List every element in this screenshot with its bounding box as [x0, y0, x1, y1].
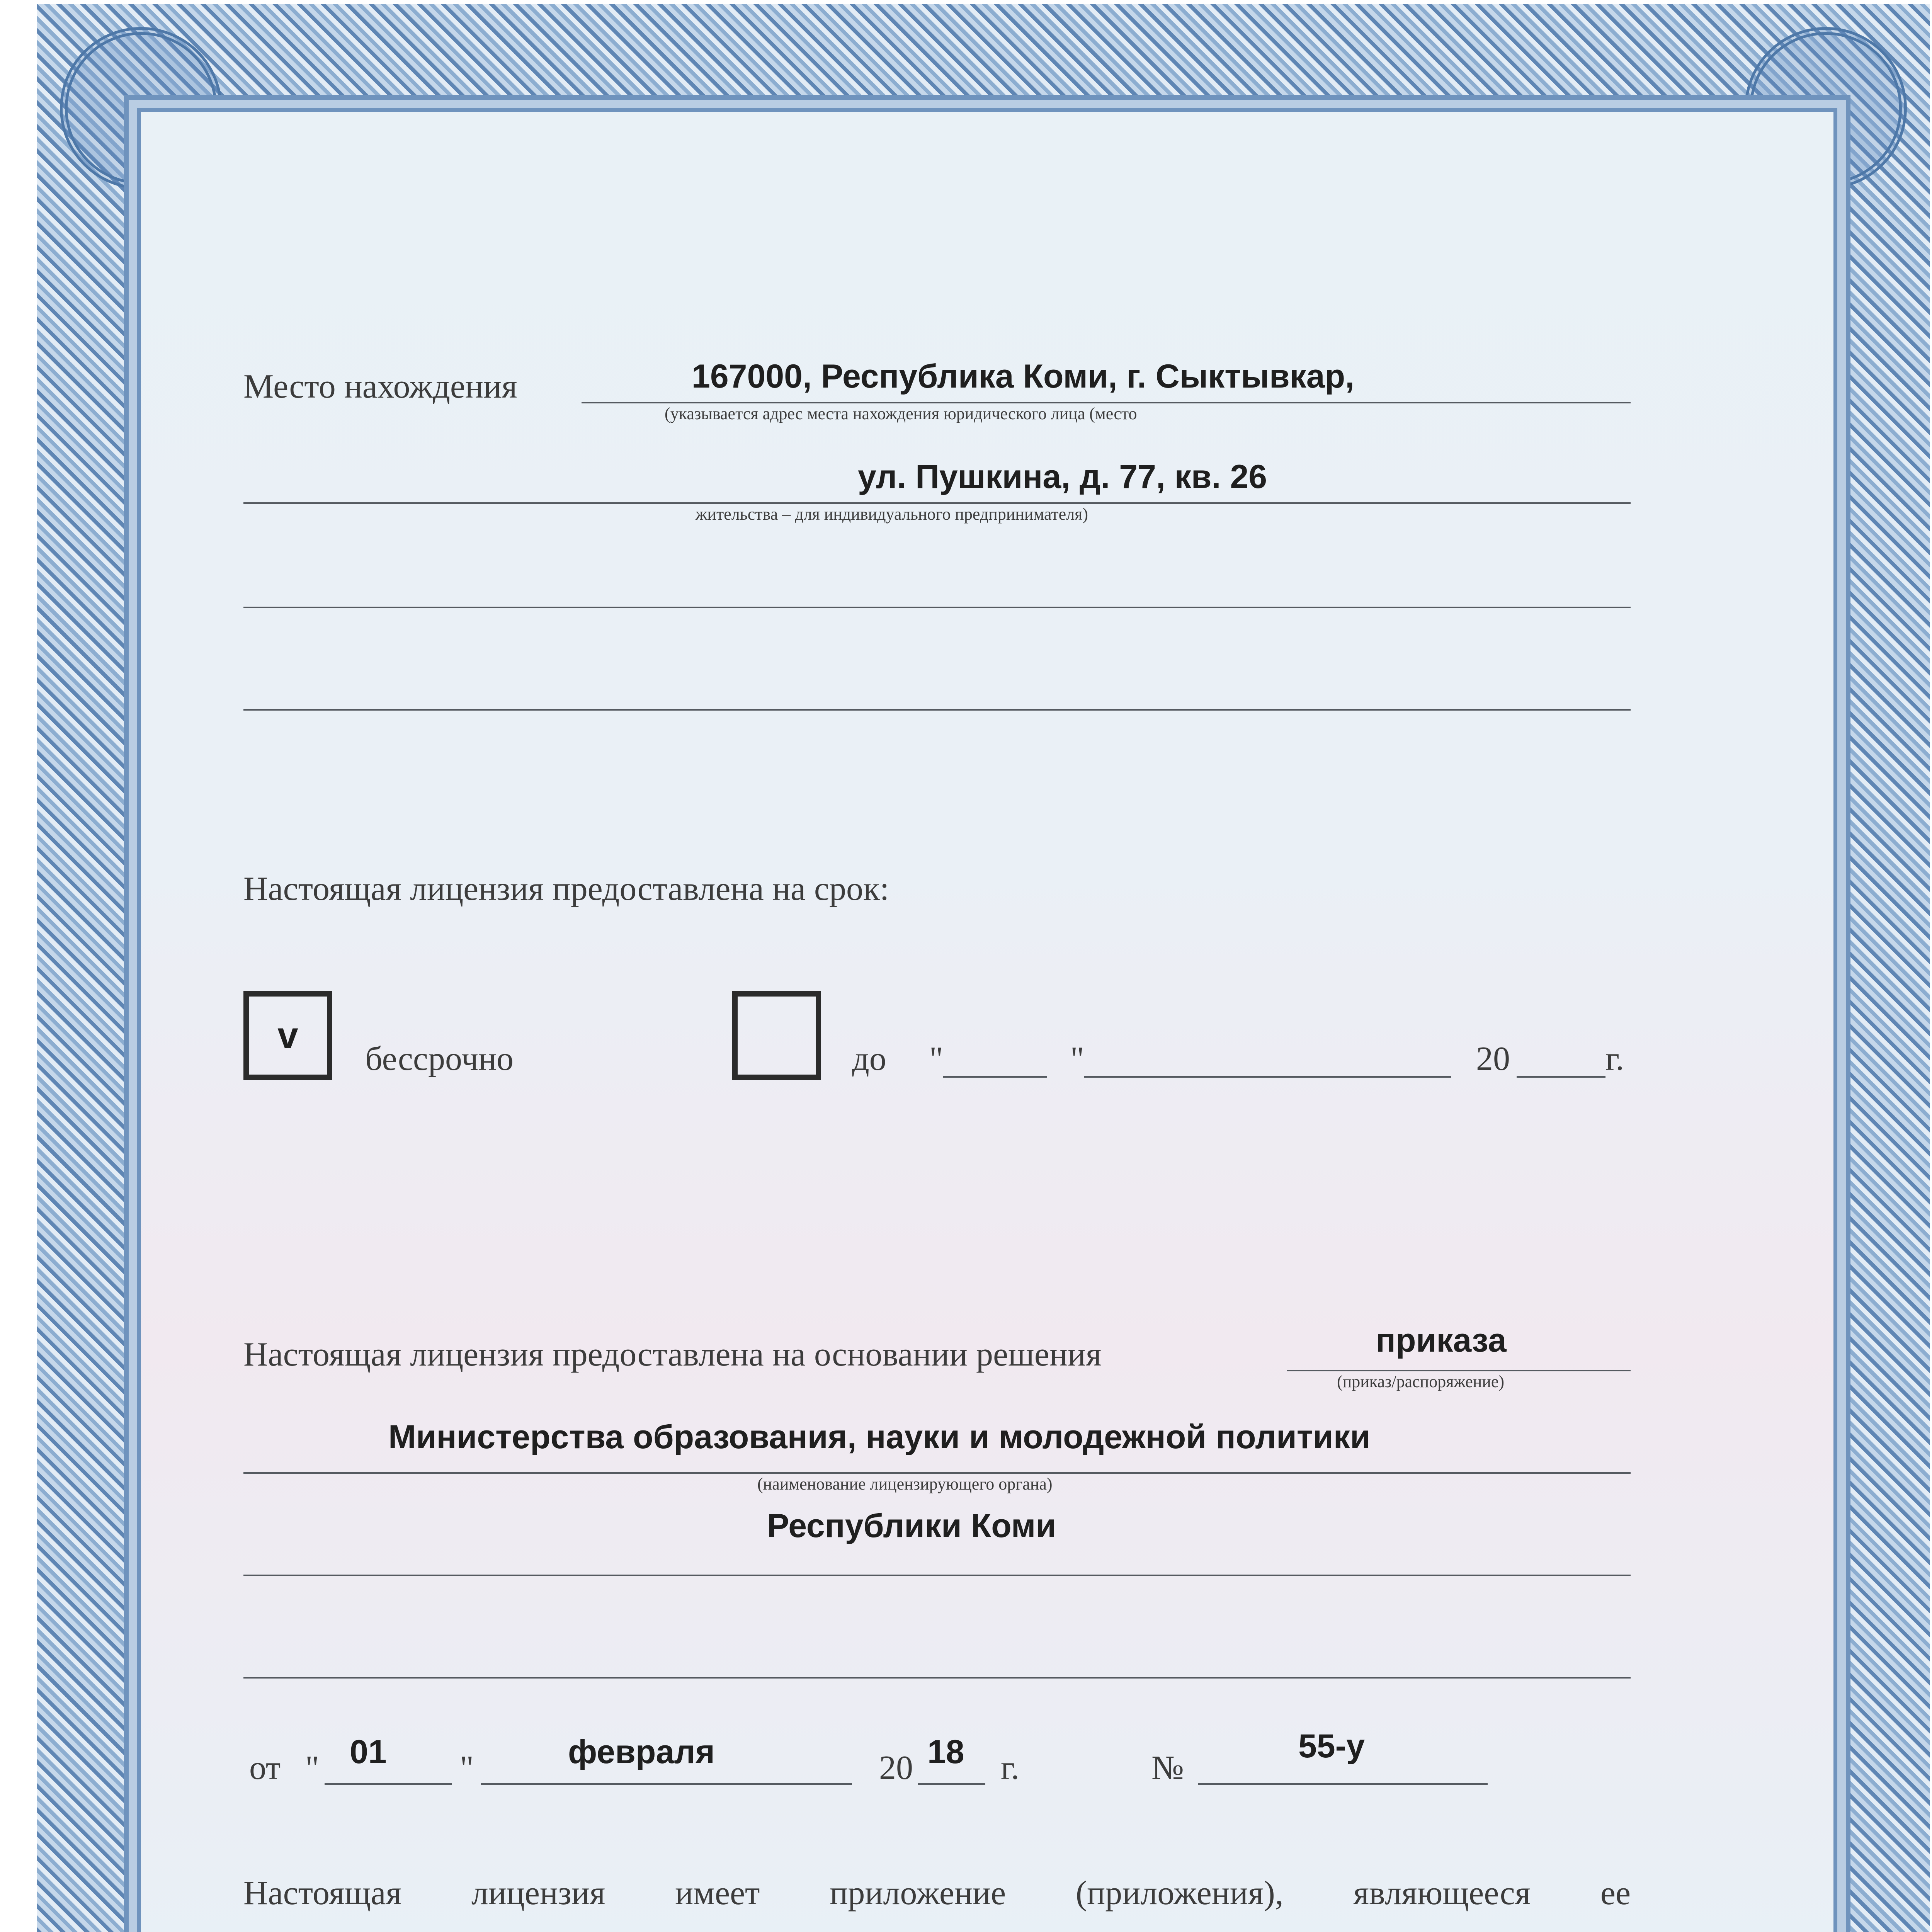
number-label: №	[1151, 1749, 1184, 1787]
address-line-4	[243, 709, 1631, 711]
organ-line-1	[243, 1472, 1631, 1474]
until-day-line	[943, 1076, 1047, 1078]
date-day: 01	[350, 1733, 387, 1770]
date-year-suffix: г.	[1001, 1749, 1020, 1787]
appendix-line-1: Настоящая лицензия имеет приложение (приложения), являющееся ее	[243, 1874, 1631, 1912]
basis-label: Настоящая лицензия предоставлена на основании решения	[243, 1336, 1102, 1373]
certificate-sheet	[37, 4, 1930, 1932]
basis-value-line	[1287, 1370, 1631, 1371]
date-year: 18	[927, 1733, 964, 1770]
address-line-3	[243, 607, 1631, 608]
date-month-line	[481, 1783, 852, 1785]
number-line	[1198, 1783, 1488, 1785]
basis-value-caption: (приказ/распоряжение)	[1337, 1372, 1505, 1391]
until-year-line	[1517, 1076, 1605, 1078]
until-year-suffix: г.	[1605, 1040, 1624, 1078]
until-month-line	[1084, 1076, 1451, 1078]
license-number: 55-у	[1298, 1728, 1365, 1765]
date-day-line	[325, 1783, 452, 1785]
term-heading: Настоящая лицензия предоставлена на срок:	[243, 870, 889, 908]
address-caption-2: жительства – для индивидуального предпринимателя)	[696, 505, 1088, 524]
address-value-2: ул. Пушкина, д. 77, кв. 26	[858, 458, 1267, 495]
date-year-line	[918, 1783, 985, 1785]
indefinite-label: бессрочно	[365, 1040, 514, 1078]
date-from-label: от	[249, 1749, 281, 1787]
address-line-2	[243, 502, 1631, 504]
organ-line-2	[243, 1575, 1631, 1576]
address-label: Место нахождения	[243, 368, 517, 405]
until-date-checkbox[interactable]	[732, 991, 821, 1080]
address-value-1: 167000, Республика Коми, г. Сыктывкар,	[692, 358, 1355, 395]
date-year-prefix: 20	[879, 1749, 913, 1787]
until-label: до	[852, 1040, 886, 1078]
until-quote-open: "	[929, 1040, 943, 1078]
basis-value: приказа	[1376, 1322, 1507, 1359]
date-quote-close: "	[460, 1749, 474, 1787]
date-quote-open: "	[305, 1749, 319, 1787]
organ-caption: (наименование лицензирующего органа)	[757, 1475, 1053, 1493]
address-caption-1: (указывается адрес места нахождения юридического лица (место	[665, 404, 1137, 423]
organ-line-3	[243, 1677, 1631, 1679]
until-quote-close: "	[1070, 1040, 1084, 1078]
address-line-1	[582, 402, 1631, 403]
organ-value-2: Республики Коми	[767, 1507, 1056, 1544]
date-month: февраля	[568, 1733, 715, 1770]
until-year-prefix: 20	[1476, 1040, 1510, 1078]
organ-value-1: Министерства образования, науки и молодежной политики	[388, 1418, 1371, 1456]
indefinite-checkbox[interactable]: v	[243, 991, 332, 1080]
